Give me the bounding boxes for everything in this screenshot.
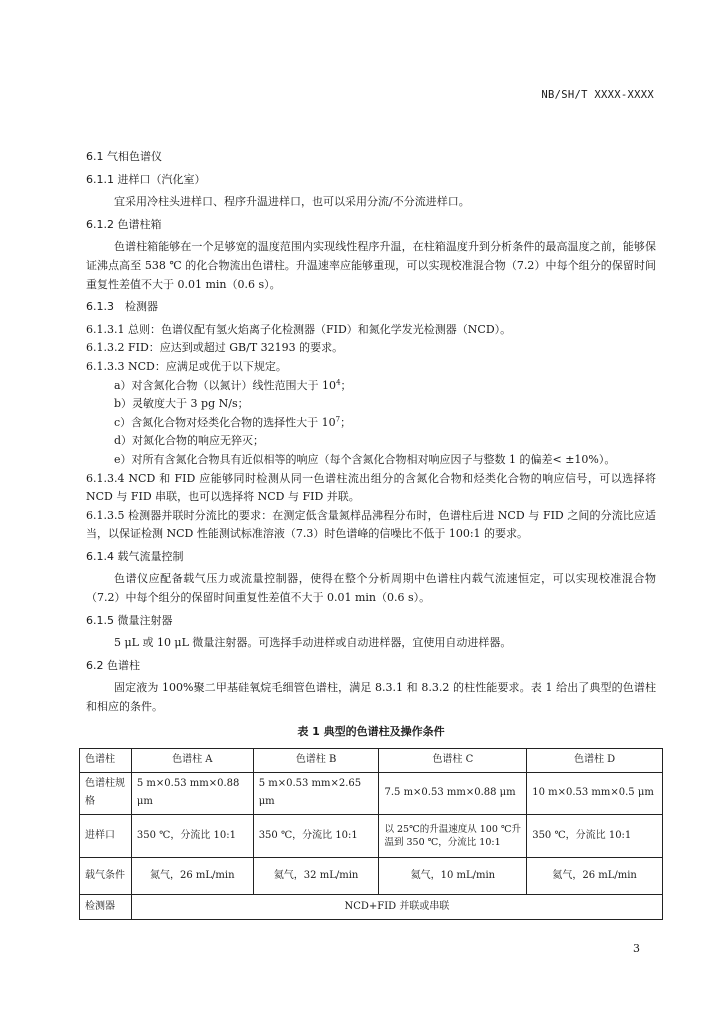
- clause: 6.1.3.1 总则：色谱仪配有氢火焰离子化检测器（FID）和氮化学发光检测器（NCD）。: [86, 322, 512, 336]
- table-row: [80, 772, 663, 814]
- row-label: 检测器: [80, 895, 132, 920]
- list-item-text: c）含氮化合物对烃类化合物的选择性大于 10: [114, 415, 336, 429]
- table-cell: 5 m×0.53 mm×0.88 μm: [131, 772, 253, 814]
- list-item-text: ；: [340, 378, 352, 392]
- document-code: NB/SH/T XXXX-XXXX: [541, 89, 654, 101]
- section-heading: 6.1 气相色谱仪: [86, 150, 162, 163]
- table-row: [80, 895, 663, 920]
- row-label: 色谱柱规格: [80, 772, 132, 814]
- section-heading: 6.1.2 色谱柱箱: [86, 217, 162, 231]
- exponent: 7: [335, 415, 341, 424]
- table-cell: 10 m×0.53 mm×0.5 μm: [527, 772, 663, 814]
- header-cell: 色谱柱 C: [379, 749, 527, 773]
- clause: 6.1.3.3 NCD：应满足或优于以下规定。: [86, 359, 287, 373]
- table-cell: 氦气，10 mL/min: [379, 858, 527, 895]
- table-cell: 350 ℃，分流比 10:1: [131, 815, 253, 858]
- list-item: b）灵敏度大于 3 pg N/s；: [114, 397, 249, 411]
- table-cell: 氮气，26 mL/min: [131, 858, 253, 895]
- table-cell: 以 25℃的升温速度从 100 ℃升温到 350 ℃，分流比 10:1: [379, 815, 527, 858]
- table-cell: 5 m×0.53 mm×2.65 μm: [253, 772, 379, 814]
- exponent: 4: [336, 377, 341, 386]
- table-cell: NCD+FID 并联或串联: [131, 895, 662, 920]
- table-cell: 氦气，26 mL/min: [527, 858, 663, 895]
- header-cell: 色谱柱 D: [527, 749, 663, 773]
- table-row: [80, 858, 663, 895]
- list-item: [86, 414, 656, 433]
- paragraph: 色谱柱箱能够在一个足够宽的温度范围内实现线性程序升温，在柱箱温度升到分析条件的最高温度之前，能够保证沸点高至 538 ℃ 的化合物流出色谱柱。升温速率应能够重现，可以实现校准混合物（7.2）中每个组分的保留时间重复性差值不大于 0.01 min（0.6 s）。: [86, 240, 656, 291]
- table-row: [80, 815, 663, 858]
- section-heading: 6.1.3 检测器: [86, 300, 158, 314]
- document-body: [86, 148, 656, 920]
- paragraph: 5 μL 或 10 μL 微量注射器。可选择手动进样或自动进样器，宜使用自动进样器。: [114, 636, 512, 650]
- header-cell: 色谱柱 A: [131, 749, 253, 773]
- section-heading: 6.1.5 微量注射器: [86, 613, 173, 627]
- header-cell: 色谱柱 B: [253, 749, 379, 773]
- section-heading: 6.1.1 进样口（汽化室）: [86, 172, 206, 186]
- clause: 6.1.3.4 NCD 和 FID 应能够同时检测从同一色谱柱流出组分的含氮化合物和烃类化合物的响应信号，可以选择将 NCD 与 FID 串联，也可以选择将 NCD 与 FID 并联。: [86, 471, 656, 504]
- row-label: 载气条件: [80, 858, 132, 895]
- table-cell: 氦气，32 mL/min: [253, 858, 379, 895]
- section-heading: 6.1.4 载气流量控制: [86, 549, 184, 563]
- page-number: 3: [633, 942, 640, 955]
- table-cell: 7.5 m×0.53 mm×0.88 μm: [379, 772, 527, 814]
- clause: 6.1.3.2 FID：应达到或超过 GB/T 32193 的要求。: [86, 341, 344, 355]
- table-cell: 350 ℃，分流比 10:1: [527, 815, 663, 858]
- table-cell: 350 ℃，分流比 10:1: [253, 815, 379, 858]
- paragraph: 色谱仪应配备载气压力或流量控制器，使得在整个分析周期中色谱柱内载气流速恒定，可以实现校准混合物（7.2）中每个组分的保留时间重复性差值不大于 0.01 min（0.6 s）。: [86, 572, 656, 605]
- paragraph: 固定液为 100%聚二甲基硅氧烷毛细管色谱柱，满足 8.3.1 和 8.3.2 的柱性能要求。表 1 给出了典型的色谱柱和相应的条件。: [86, 681, 656, 714]
- list-item-text: ；: [340, 415, 352, 429]
- clause: 6.1.3.5 检测器并联时分流比的要求：在测定低含量氮样品沸程分布时，色谱柱后进 NCD 与 FID 之间的分流比应适当，以保证检测 NCD 性能测试标准溶液（7.3）时色谱峰的信噪比不低于 100:1 的要求。: [86, 508, 656, 541]
- list-item: d）对氮化合物的响应无猝灭；: [114, 434, 265, 448]
- table-header-row: [80, 749, 663, 773]
- section-heading: 6.2 色谱柱: [86, 658, 140, 672]
- list-item: [86, 377, 656, 396]
- header-cell: 色谱柱: [80, 749, 132, 773]
- list-item-text: a）对含氮化合物（以氮计）线性范围大于 10: [114, 378, 337, 392]
- column-conditions-table: [79, 748, 663, 920]
- table-caption: 表 1 典型的色谱柱及操作条件: [297, 724, 445, 738]
- paragraph: 宜采用冷柱头进样口、程序升温进样口，也可以采用分流/不分流进样口。: [114, 195, 470, 209]
- row-label: 进样口: [80, 815, 132, 858]
- list-item: e）对所有含氮化合物具有近似相等的响应（每个含氮化合物相对响应因子与整数 1 的偏差< ±10%）。: [114, 452, 616, 466]
